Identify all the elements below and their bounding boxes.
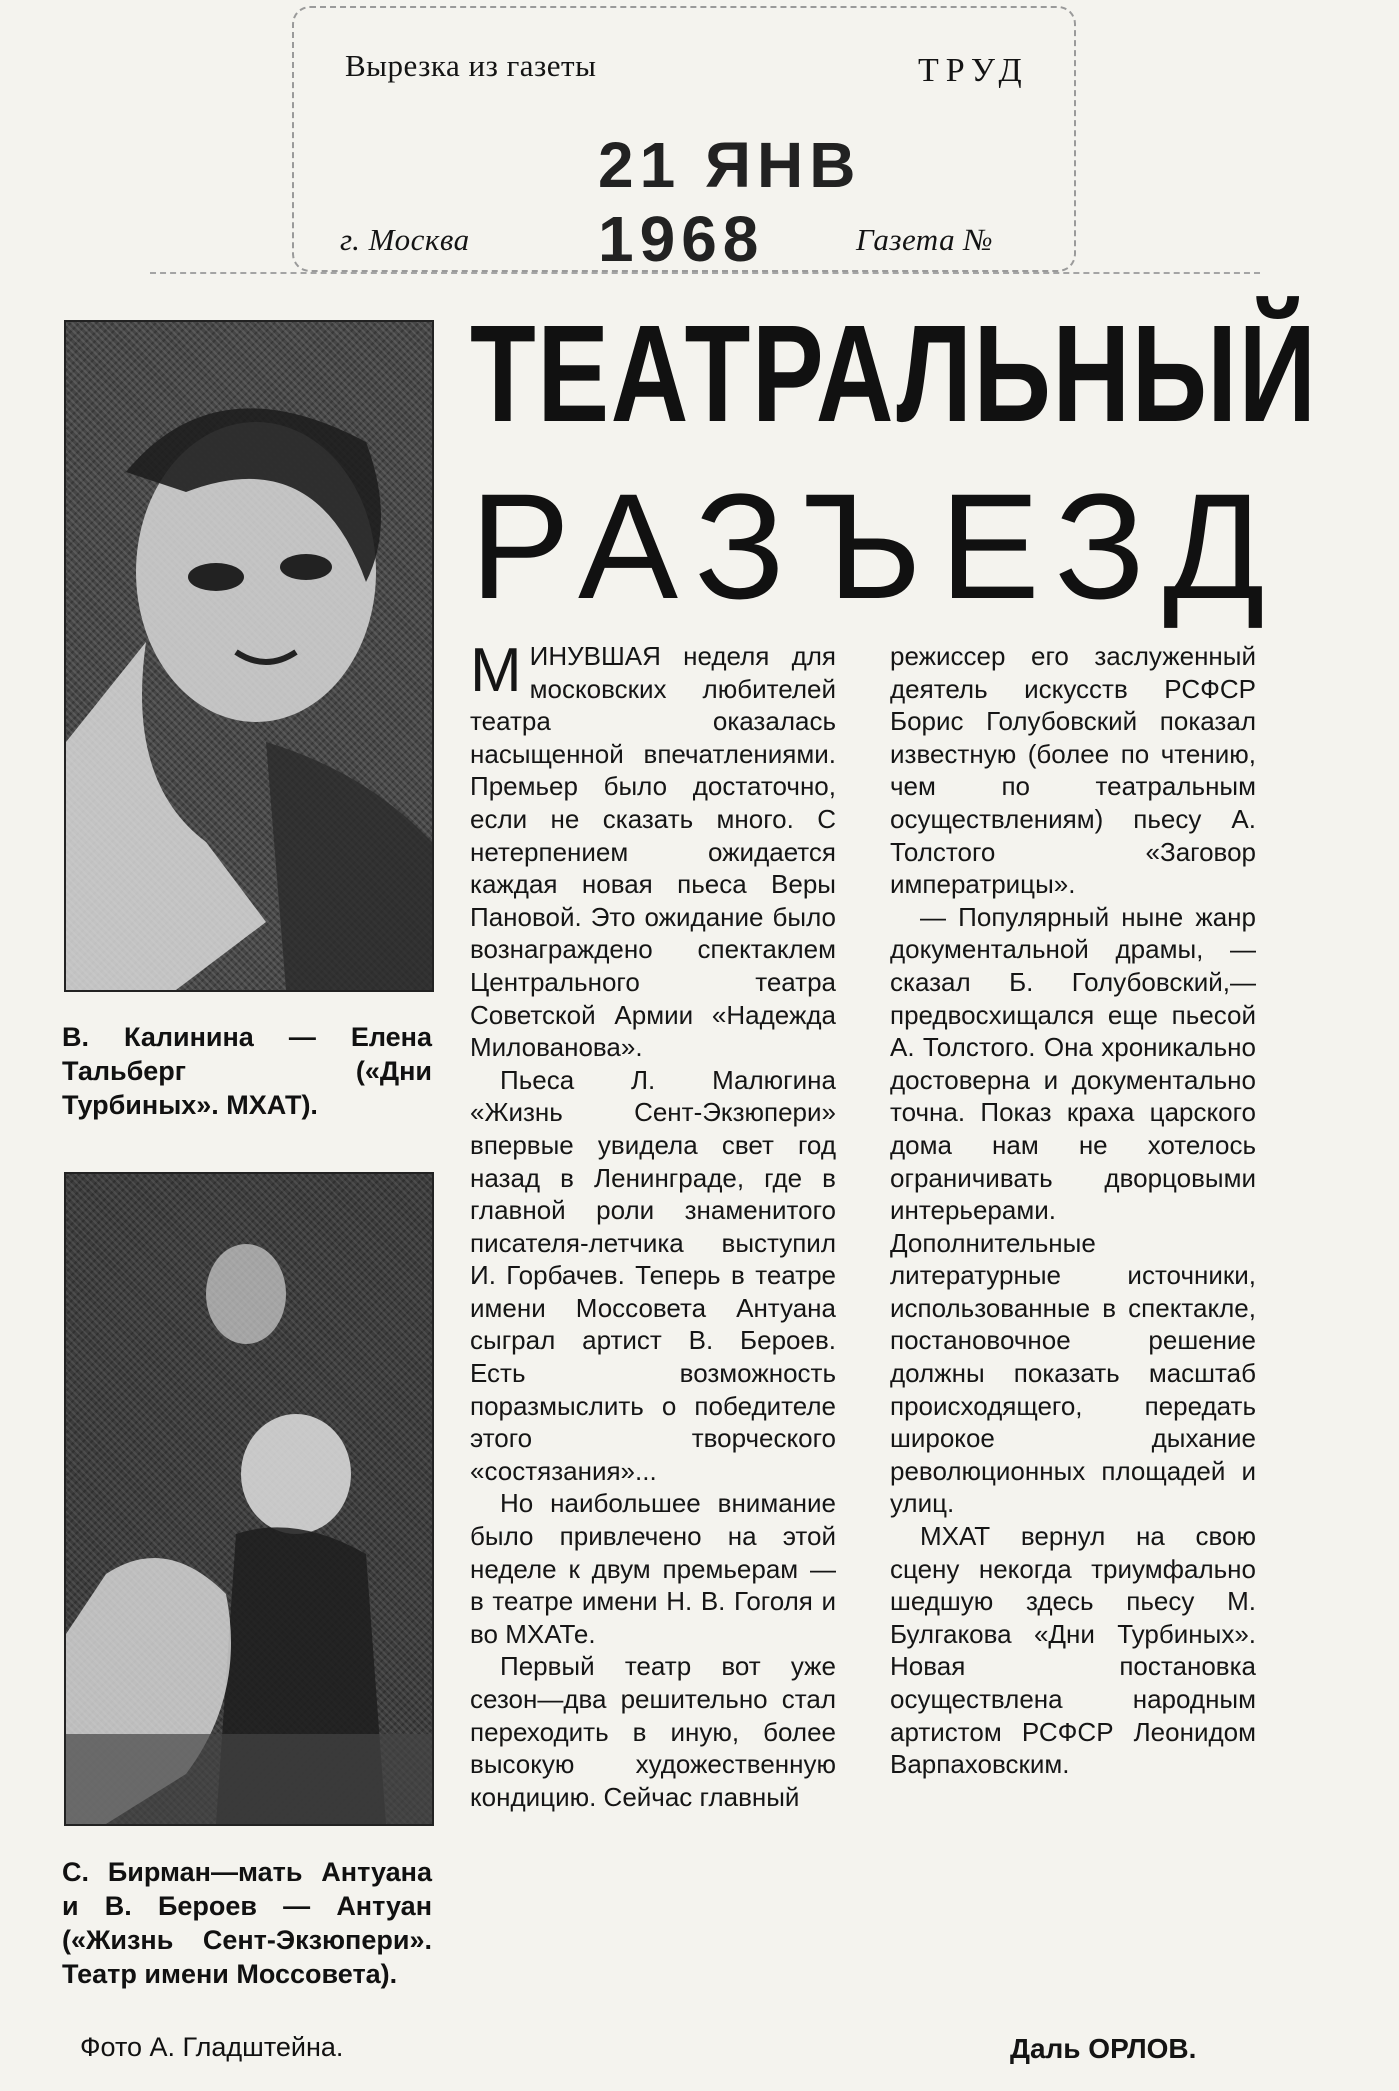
drop-cap: М xyxy=(470,636,522,705)
issue-label: Газета № xyxy=(856,222,994,257)
article-paragraph-2: Пьеса Л. Малюгина «Жизнь Сент-Экзюпери» впервые увидела свет год назад в Ленинграде, где в главной роли знаменитого писателя-летчика выступил И. Горбачев. Теперь в театре имени Моссовета Антуана сыграл артист В. Бероев. Есть возможность поразмыслить о победителе этого творческого «состязания»... xyxy=(470,1064,836,1486)
article-paragraph-4: Первый театр вот уже сезон—два решительно стал переходить в иную, более высокую художественную кондицию. Сейчас главный xyxy=(470,1651,836,1812)
headline-line-1: ТЕАТРАЛЬНЫЙ xyxy=(470,297,1318,451)
article-paragraph-1-text: ИНУВШАЯ неделя для московских любителей театра оказалась насыщенной впечатлениями. Премьер было достаточно, если не сказать много. С нетерпением ожидается каждая новая пьеса Веры Пановой. Это ожидание было вознаграждено спектаклем Центрального театра Советской Армии «Надежда Милованова». xyxy=(470,641,836,1063)
article-paragraph-3: Но наибольшее внимание было привлечено на этой неделе к двум премьерам — в театре имени Н. В. Гоголя и во МХАТе. xyxy=(470,1488,836,1649)
article-paragraph-6: — Популярный ныне жанр документальной драмы, — сказал Б. Голубовский,— предвосхищался еще пьесой А. Толстого. Она хроникально достоверна и документально точна. Показ краха царского дома нам не хотелось ограничивать дворцовыми интерьерами. Дополнительные литературные источники, использованные в спектакле, постановочное решение должны показать масштаб происходящего, передать широкое дыхание революционных площадей и улиц. xyxy=(890,901,1256,1519)
article-paragraph-7: МХАТ вернул на свою сцену некогда триумфально шедшую здесь пьесу М. Булгакова «Дни Турбиных». Новая постановка осуществлена народным артистом РСФСР Леонидом Варпаховским. xyxy=(890,1521,1256,1780)
headline-line-2: РАЗЪЕЗД xyxy=(470,462,1283,630)
photo-birman-beroev xyxy=(64,1172,434,1826)
photo-credit: Фото А. Гладштейна. xyxy=(80,2032,344,2062)
photo-kalinina xyxy=(64,320,434,992)
article-author: Даль ОРЛОВ. xyxy=(1010,2033,1197,2064)
article-column-2 xyxy=(890,640,1256,1781)
photo-caption-1: В. Калинина — Елена Тальберг («Дни Турбиных». МХАТ). xyxy=(62,1022,432,1120)
city-label: г. Москва xyxy=(340,222,470,257)
article-paragraph-5: режиссер его заслуженный деятель искусств РСФСР Борис Голубовский показал известную (более по чтению, чем по театральным осуществлениям) пьесу А. Толстого «Заговор императрицы». xyxy=(890,641,1256,900)
article-column-1 xyxy=(470,636,836,1813)
stage-scene-illustration xyxy=(66,1174,432,1824)
newspaper-name: ТРУД xyxy=(918,52,1029,89)
article-paragraph-1 xyxy=(470,636,836,1064)
clipping-cut-line xyxy=(150,272,1260,274)
photo-caption-2: С. Бирман—мать Антуана и В. Бероев — Антуан («Жизнь Сент-Экзюпери». Театр имени Моссовета). xyxy=(62,1857,432,1989)
date-stamp: 21 ЯНВ 1968 xyxy=(598,129,862,275)
clipping-label: Вырезка из газеты xyxy=(345,48,597,83)
portrait-illustration xyxy=(66,322,432,990)
